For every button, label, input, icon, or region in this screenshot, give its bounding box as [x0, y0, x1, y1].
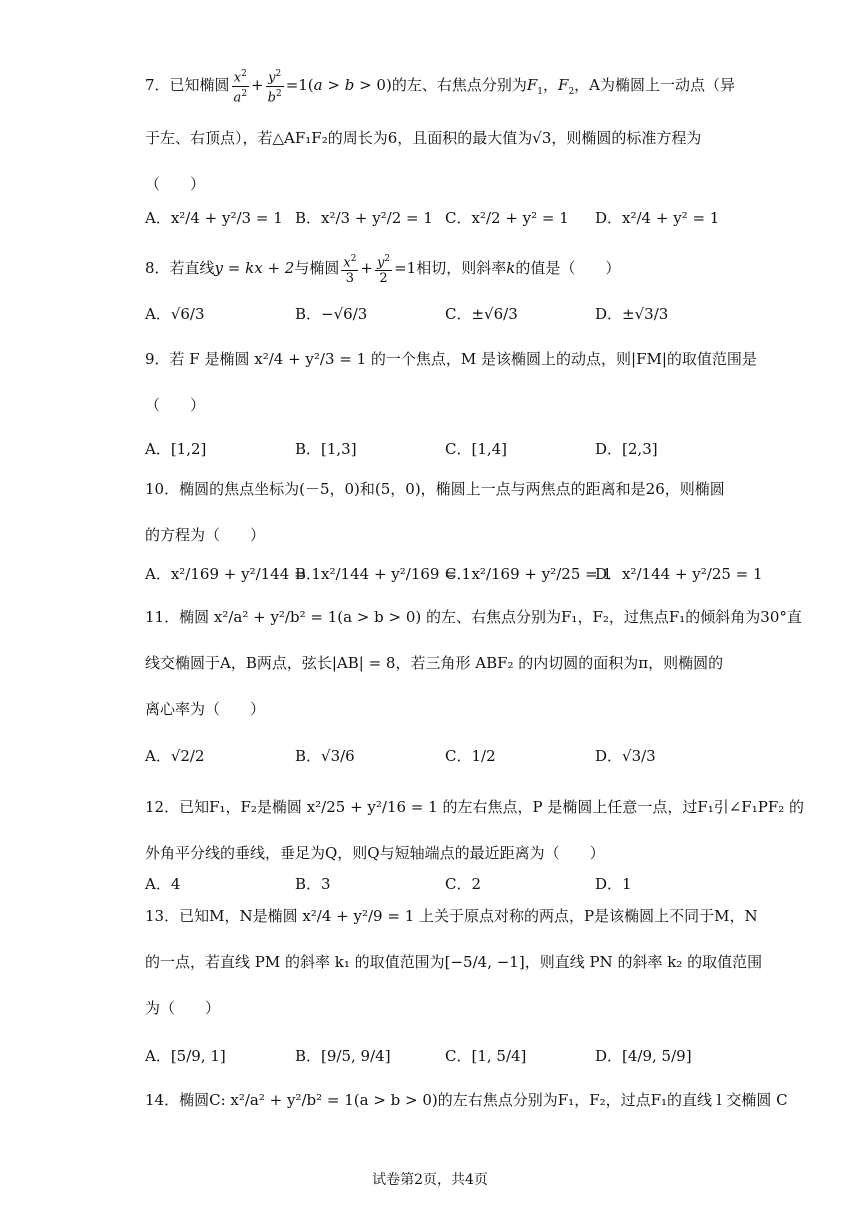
q12-option-c[interactable]: C．2: [445, 875, 482, 893]
q10-option-c[interactable]: C．x²/169 + y²/25 = 1: [445, 565, 613, 583]
q10-option-d[interactable]: D．x²/144 + y²/25 = 1: [595, 565, 763, 583]
q8-line-eq: y = kx + 2: [214, 259, 295, 277]
q8-option-c[interactable]: C．±√6/3: [445, 305, 518, 323]
q7-line-2: 于左、右顶点），若△AF₁F₂的周长为6，且面积的最大值为√3，则椭圆的标准方程为: [145, 129, 702, 147]
q10-option-a[interactable]: A．x²/169 + y²/144 = 1: [145, 565, 321, 583]
q10-option-b[interactable]: B．x²/144 + y²/169 = 1: [295, 565, 472, 583]
q8-text-pre: 8．若直线: [145, 259, 215, 277]
q8-k: k: [506, 259, 516, 277]
q14-line-1: 14．椭圆C: x²/a² + y²/b² = 1(a > b > 0)的左右焦点分别为F₁，F₂，过点F₁的直线 l 交椭圆 C: [145, 1091, 788, 1109]
q12-line-1: 12．已知F₁，F₂是椭圆 x²/25 + y²/16 = 1 的左右焦点，P 是椭圆上任意一点，过F₁引∠F₁PF₂ 的: [145, 798, 805, 816]
q9-option-b[interactable]: B．[1,3]: [295, 440, 357, 458]
q12-option-d[interactable]: D．1: [595, 875, 632, 893]
q9-option-a[interactable]: A．[1,2]: [145, 440, 207, 458]
q10-line-2: 的方程为（ ）: [145, 526, 266, 544]
question-8: [145, 245, 730, 291]
q13-option-d[interactable]: D．[4/9, 5/9]: [595, 1047, 692, 1065]
q10-line-1: 10．椭圆的焦点坐标为(－5，0)和(5，0)，椭圆上一点与两焦点的距离和是26，则椭圆: [145, 480, 725, 498]
q11-option-a[interactable]: A．√2/2: [145, 747, 205, 765]
q7-option-c[interactable]: C．x²/2 + y² = 1: [445, 209, 569, 227]
q13-line-1: 13．已知M，N是椭圆 x²/4 + y²/9 = 1 上关于原点对称的两点，P是该椭圆上不同于M，N: [145, 907, 758, 925]
q11-line-3: 离心率为（ ）: [145, 700, 266, 718]
q7-paren: （ ）: [145, 175, 206, 193]
question-14: [145, 1077, 788, 1123]
q9-option-d[interactable]: D．[2,3]: [595, 440, 658, 458]
q7-option-b[interactable]: B．x²/3 + y²/2 = 1: [295, 209, 433, 227]
frac: $\frac{x^2}{3}$: [343, 253, 357, 287]
q7-text-post: 的左、右焦点分别为: [391, 76, 527, 94]
q13-option-c[interactable]: C．[1, 5/4]: [445, 1047, 527, 1065]
q7-option-d[interactable]: D．x²/4 + y² = 1: [595, 209, 720, 227]
question-13: [145, 893, 763, 1031]
page-footer: 试卷第2页，共4页: [372, 1172, 488, 1188]
q8-option-d[interactable]: D．±√3/3: [595, 305, 669, 323]
q7-line-1: 7．已知椭圆 $\frac{x^2}{a^2}$ + $\frac{y^2}{b^2}$ =1(a > b > 0)的左、右焦点分别为$F_1$，$F_2$，A为椭圆上一动点（异: [145, 69, 736, 105]
q11-line-1: 11．椭圆 x²/a² + y²/b² = 1(a > b > 0) 的左、右焦点分别为F₁，F₂，过焦点F₁的倾斜角为30°直: [145, 608, 802, 626]
q8-text-post: 相切，则斜率: [416, 259, 507, 277]
question-10: [145, 466, 730, 558]
q9-line-1: 9．若 F 是椭圆 x²/4 + y²/3 = 1 的一个焦点，M 是该椭圆上的动点，则|FM|的取值范围是: [145, 350, 757, 368]
frac: $\frac{x^2}{a^2}$: [233, 69, 248, 105]
question-12: [145, 784, 805, 876]
question-7: [145, 62, 736, 207]
q8-option-b[interactable]: B．−√6/3: [295, 305, 368, 323]
q8-option-a[interactable]: A．√6/3: [145, 305, 205, 323]
q11-line-2: 线交椭圆于A，B两点，弦长|AB| = 8，若三角形 ABF₂ 的内切圆的面积为π，则椭圆的: [145, 654, 724, 672]
q11-option-b[interactable]: B．√3/6: [295, 747, 355, 765]
q12-option-b[interactable]: B．3: [295, 875, 331, 893]
q13-line-2: 的一点，若直线 PM 的斜率 k₁ 的取值范围为[−5/4, −1]，则直线 PN 的斜率 k₂ 的取值范围: [145, 953, 763, 971]
frac: $\frac{y^2}{2}$: [377, 253, 391, 287]
question-11: [145, 594, 802, 732]
q9-paren: （ ）: [145, 396, 206, 414]
q13-option-b[interactable]: B．[9/5, 9/4]: [295, 1047, 391, 1065]
q13-line-3: 为（ ）: [145, 999, 221, 1017]
q8-text-end: 的值是（ ）: [515, 259, 621, 277]
question-9: [145, 336, 757, 428]
q12-line-2: 外角平分线的垂线，垂足为Q，则Q与短轴端点的最近距离为（ ）: [145, 844, 605, 862]
q7-option-a[interactable]: A．x²/4 + y²/3 = 1: [145, 209, 283, 227]
q8-line-1: 8．若直线y = kx + 2与椭圆 $\frac{x^2}{3}$ + $\frac{y^2}{2}$ =1相切，则斜率k的值是（ ）: [145, 253, 621, 287]
q8-text-mid: 与椭圆: [294, 259, 340, 277]
q7-text-pre: 7．已知椭圆: [145, 76, 230, 94]
q7-text-tail: ，A为椭圆上一动点（异: [574, 76, 736, 94]
q11-option-d[interactable]: D．√3/3: [595, 747, 656, 765]
q11-option-c[interactable]: C．1/2: [445, 747, 496, 765]
q12-option-a[interactable]: A．4: [145, 875, 181, 893]
q13-option-a[interactable]: A．[5/9, 1]: [145, 1047, 226, 1065]
frac: $\frac{y^2}{b^2}$: [267, 69, 282, 105]
q9-option-c[interactable]: C．[1,4]: [445, 440, 508, 458]
